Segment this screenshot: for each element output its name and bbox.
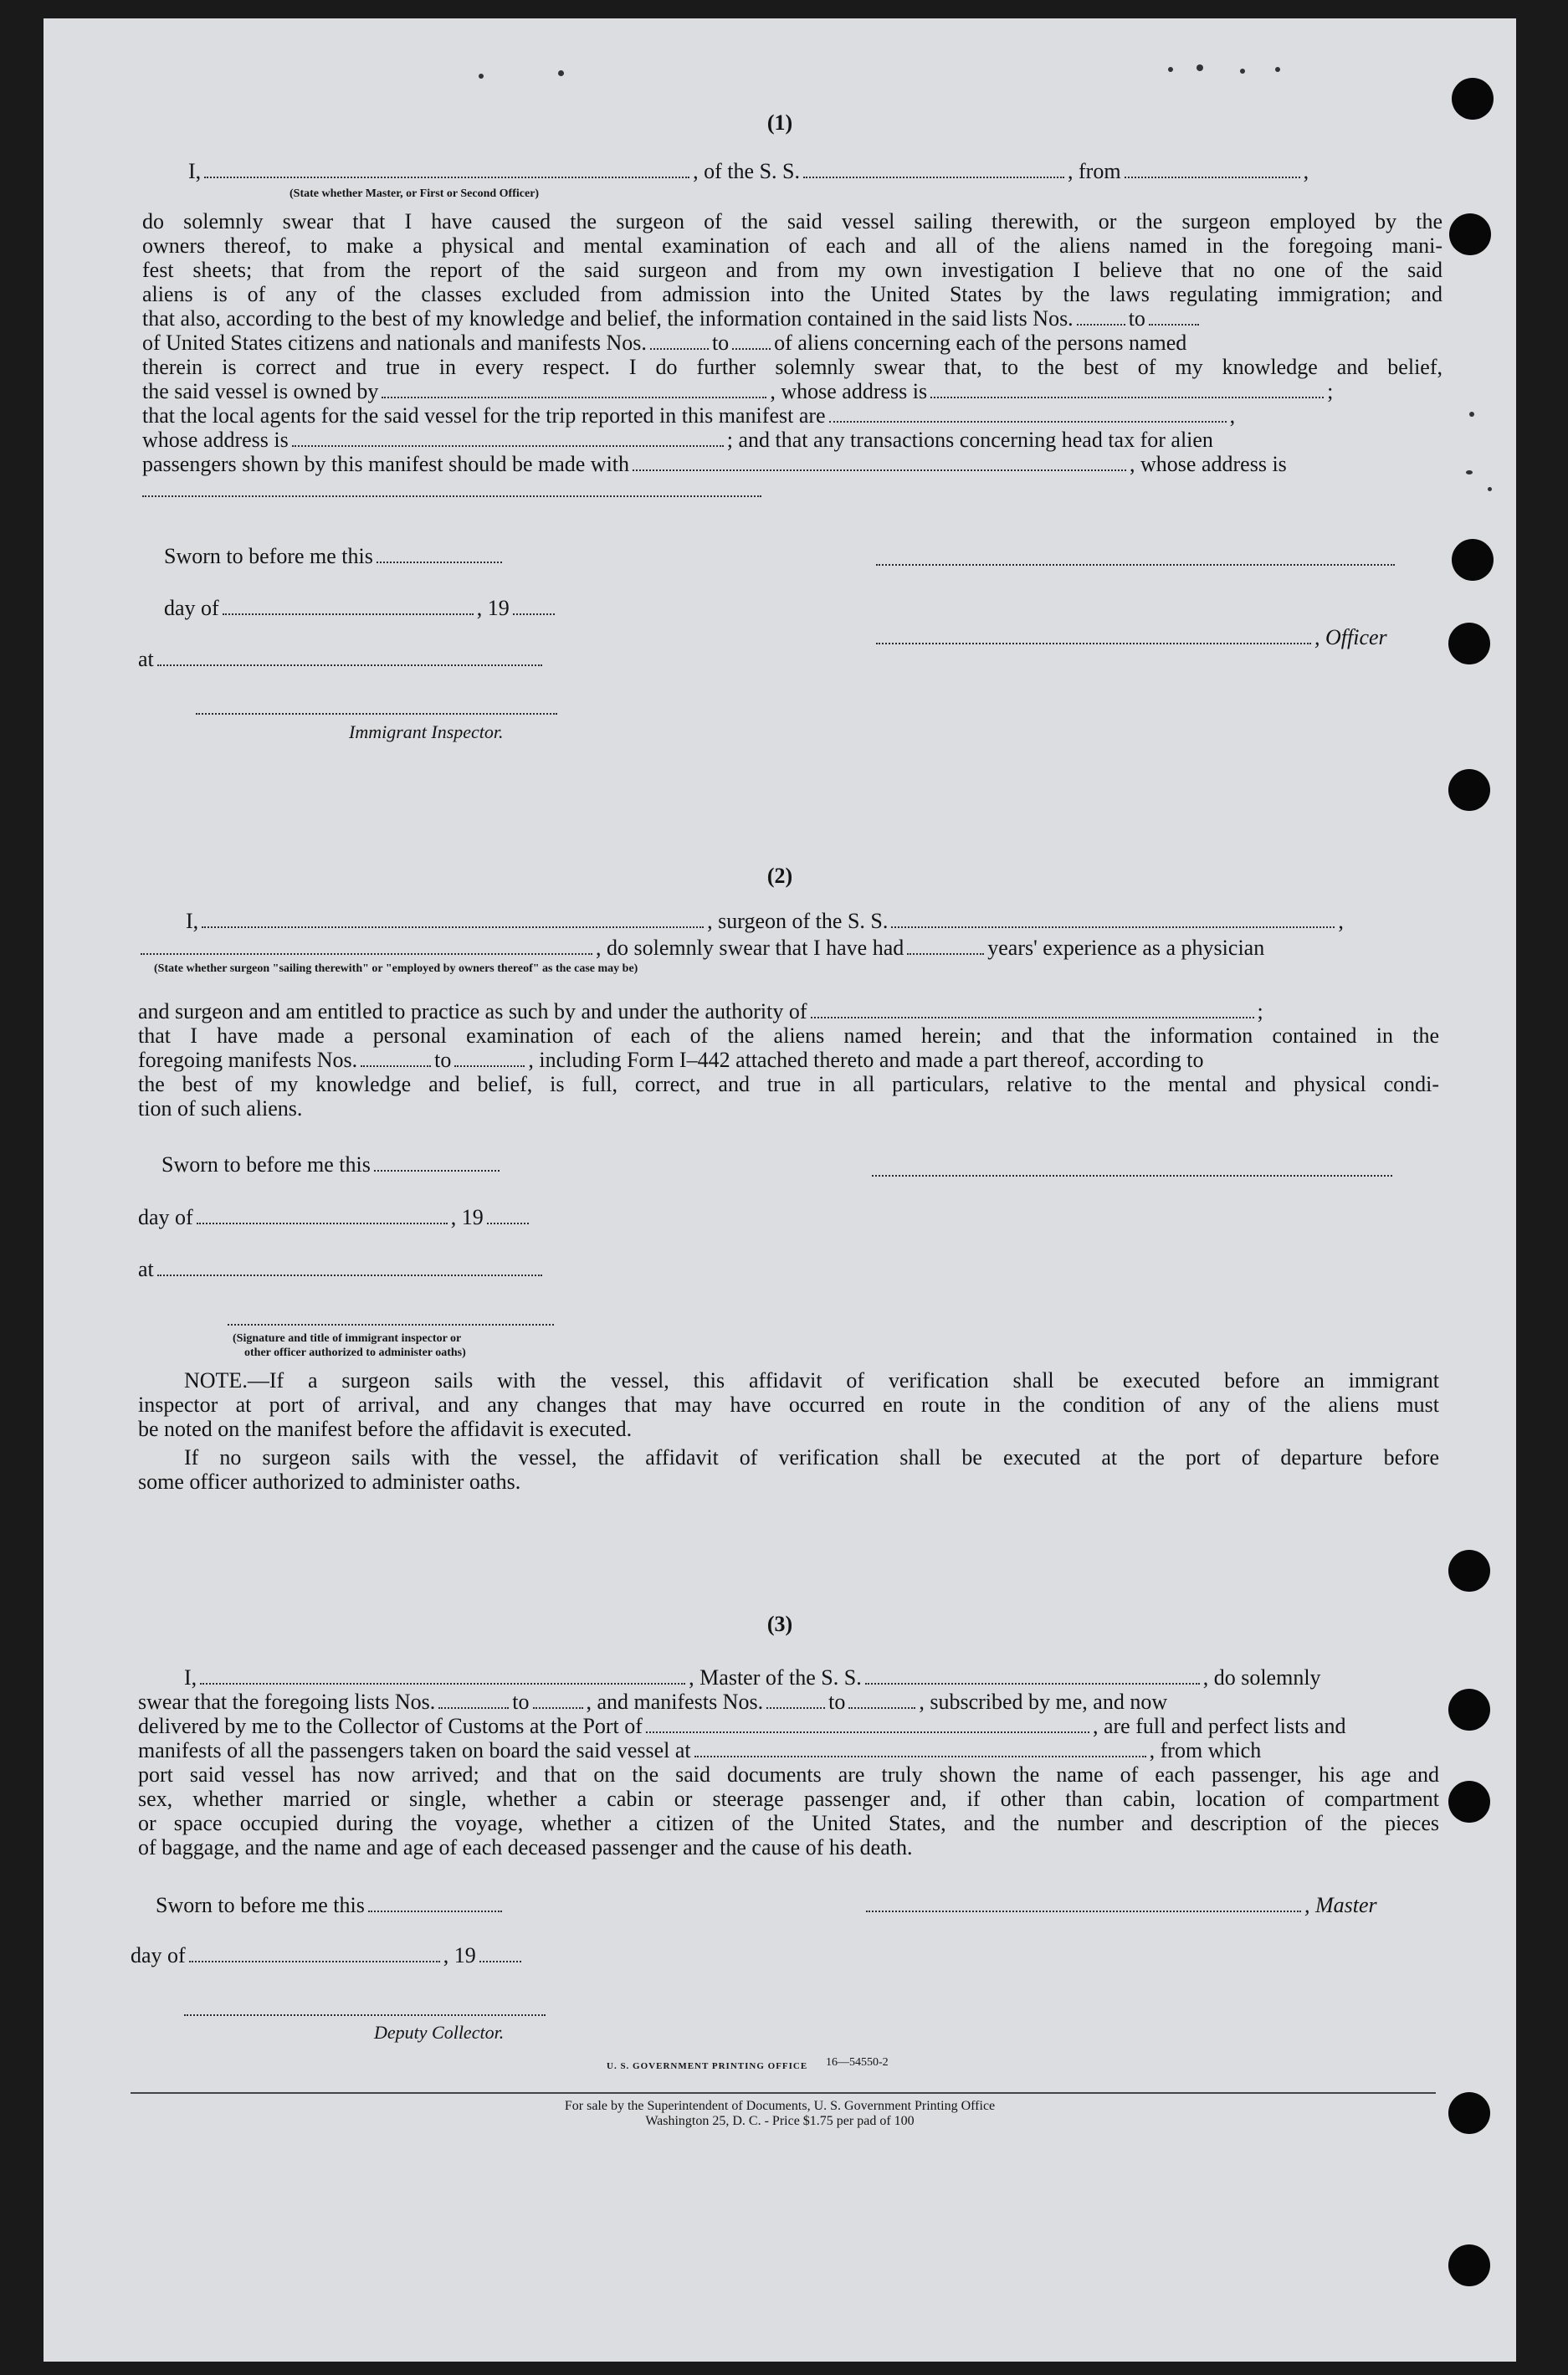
s3-text: , Master of the S. S.: [689, 1665, 862, 1690]
s2-manifests-from-field[interactable]: [361, 1050, 431, 1067]
s1-sworn-date-field[interactable]: [377, 546, 502, 563]
s1-line-14: [142, 452, 1287, 477]
s1-text: of aliens concerning each of the persons named: [774, 331, 1187, 355]
s2-text: and surgeon and am entitled to practice as such by and under the authority of: [138, 999, 807, 1023]
s2-body-line: the best of my knowledge and belief, is full, correct, and true in all particulars, relative to the mental and physical condi-: [138, 1072, 1439, 1096]
sale-notice-1: For sale by the Superintendent of Documents, U. S. Government Printing Office: [564, 2099, 996, 2113]
s2-line-1: [186, 909, 1344, 934]
s1-text: ,: [1229, 403, 1236, 428]
s1-text: that also, according to the best of my knowledge and belief, the information contained in the said lists Nos.: [142, 306, 1074, 331]
master-name-field[interactable]: [200, 1668, 685, 1685]
punch-hole: [1448, 623, 1490, 664]
s1-officer-name-field[interactable]: [876, 628, 1311, 644]
punch-hole: [1449, 213, 1491, 255]
s2-sworn-date-field[interactable]: [374, 1155, 500, 1172]
s2-day-line: [138, 1205, 532, 1230]
s2-text: day of: [138, 1205, 193, 1229]
s1-text: ;: [1327, 379, 1334, 403]
departure-port-field[interactable]: [1125, 162, 1300, 178]
s3-lists-to-field[interactable]: [533, 1692, 583, 1709]
deputy-collector-label: Deputy Collector.: [374, 2022, 505, 2043]
s1-text: I,: [188, 159, 202, 183]
s3-text: day of: [131, 1943, 186, 1967]
punch-hole: [1448, 1689, 1490, 1731]
s1-text: , whose address is: [770, 379, 928, 403]
local-agents-field[interactable]: [829, 406, 1227, 423]
s1-officer-line: [876, 625, 1387, 650]
s2-vessel-field[interactable]: [891, 911, 1335, 928]
s1-line-8: [142, 306, 1202, 331]
s2-text: , do solemnly swear that I have had: [596, 936, 904, 960]
s2-text: years' experience as a physician: [987, 936, 1265, 960]
owner-field[interactable]: [382, 382, 766, 398]
s3-month-field[interactable]: [189, 1946, 440, 1962]
punch-hole: [1448, 769, 1490, 811]
s3-text: I,: [184, 1665, 197, 1690]
s3-text: , 19: [443, 1943, 476, 1967]
s1-sworn-line: [164, 544, 505, 569]
years-experience-field[interactable]: [907, 938, 984, 955]
s2-text: Sworn to before me this: [161, 1152, 371, 1177]
s2-text: foregoing manifests Nos.: [138, 1048, 358, 1072]
s1-text: passengers shown by this manifest should be made with: [142, 452, 630, 476]
officer-rank-field[interactable]: [204, 162, 689, 178]
s2-text: ;: [1257, 999, 1263, 1023]
authority-field[interactable]: [811, 1002, 1254, 1018]
s1-day-line: [164, 596, 558, 621]
s3-master-line: [866, 1893, 1377, 1918]
s3-line-2: [138, 1690, 1167, 1715]
s3-text: delivered by me to the Collector of Customs at the Port of: [138, 1714, 643, 1738]
s3-text: , from which: [1149, 1738, 1262, 1762]
speck: [1240, 69, 1245, 74]
s2-text: , surgeon of the S. S.: [707, 909, 889, 933]
punch-hole: [1448, 1781, 1490, 1823]
s3-year-field[interactable]: [479, 1946, 521, 1962]
s3-text: Sworn to before me this: [156, 1893, 365, 1917]
s2-place-field[interactable]: [157, 1259, 542, 1276]
surgeon-name-field[interactable]: [202, 911, 704, 928]
s3-sworn-date-field[interactable]: [368, 1895, 502, 1912]
punch-hole: [1448, 1550, 1490, 1592]
officer-label: , Officer: [1314, 625, 1387, 649]
s1-text: to: [711, 331, 730, 355]
s2-manifests-to-field[interactable]: [454, 1050, 525, 1067]
s1-place-field[interactable]: [157, 649, 542, 666]
s3-manifests-from-field[interactable]: [766, 1692, 825, 1709]
s1-text: at: [138, 647, 154, 671]
s2-sig-caption-2: other officer authorized to administer oaths): [244, 1347, 466, 1359]
s1-text: Sworn to before me this: [164, 544, 373, 568]
lists-from-field[interactable]: [1077, 309, 1125, 326]
inspector-signature-field[interactable]: [196, 713, 557, 715]
section-3-heading: (3): [766, 1612, 793, 1636]
s1-rank-caption: (State whether Master, or First or Second Officer): [290, 187, 540, 200]
s1-text: ; and that any transactions concerning head tax for alien: [726, 428, 1213, 452]
s1-text: day of: [164, 596, 219, 620]
s1-text: whose address is: [142, 428, 289, 452]
s1-text: , 19: [476, 596, 510, 620]
section-2-heading: (2): [766, 864, 793, 888]
s1-officer-signature-field[interactable]: [876, 564, 1395, 566]
note-line: If no surgeon sails with the vessel, the affidavit of verification shall be executed at the port of departure before: [184, 1445, 1439, 1470]
s3-text: , are full and perfect lists and: [1092, 1714, 1346, 1738]
s1-text: of United States citizens and nationals and manifests Nos.: [142, 331, 647, 355]
s3-body-line: of baggage, and the name and age of each deceased passenger and the cause of his death.: [138, 1835, 913, 1859]
speck: [1168, 67, 1173, 72]
s2-status-caption: (State whether surgeon "sailing therewith" or "employed by owners thereof" as the case may be): [154, 962, 638, 975]
note-line: be noted on the manifest before the affidavit is executed.: [138, 1417, 633, 1441]
master-signature-field[interactable]: [866, 1895, 1301, 1912]
s1-body-line: aliens is of any of the classes excluded from admission into the United States by the laws regulating immigration; and: [142, 282, 1442, 306]
immigrant-inspector-label: Immigrant Inspector.: [349, 721, 504, 742]
s1-year-field[interactable]: [513, 598, 555, 615]
s3-sworn-line: [156, 1893, 505, 1918]
section-1-heading: (1): [766, 110, 793, 135]
s2-text: at: [138, 1257, 154, 1281]
s1-month-field[interactable]: [223, 598, 474, 615]
speck: [558, 70, 564, 76]
s2-year-field[interactable]: [487, 1208, 529, 1224]
note-line: NOTE.—If a surgeon sails with the vessel, this affidavit of verification shall be executed before an immigrant: [184, 1368, 1439, 1393]
s2-text: ,: [1338, 909, 1344, 933]
master-label: , Master: [1304, 1893, 1377, 1917]
s2-sworn-line: [161, 1152, 503, 1177]
owner-address-field[interactable]: [930, 382, 1324, 398]
s1-body-line: owners thereof, to make a physical and mental examination of each and all of the aliens named in the foregoing mani-: [142, 233, 1442, 258]
surgeon-signature-field[interactable]: [872, 1175, 1392, 1177]
customs-port-field[interactable]: [646, 1716, 1089, 1733]
s1-text: , of the S. S.: [693, 159, 801, 183]
s3-lists-from-field[interactable]: [438, 1692, 509, 1709]
collector-signature-field[interactable]: [184, 2014, 546, 2016]
s2-body-line: tion of such aliens.: [138, 1096, 303, 1121]
s1-text: , whose address is: [1130, 452, 1287, 476]
lists-to-field[interactable]: [1149, 309, 1199, 326]
manifests-to-field[interactable]: [732, 333, 771, 350]
s1-line-1: [188, 159, 1309, 184]
punch-hole: [1452, 539, 1494, 581]
boarding-port-field[interactable]: [694, 1741, 1146, 1757]
s1-text: to: [1128, 306, 1145, 331]
s3-text: to: [828, 1690, 846, 1714]
s3-body-line: or space occupied during the voyage, whether a citizen of the United States, and the number and description of the pieces: [138, 1811, 1439, 1835]
punch-hole: [1452, 78, 1494, 120]
s1-line-12: [142, 403, 1235, 428]
s3-body-line: port said vessel has now arrived; and that on the said documents are truly shown the name of each passenger, his age and: [138, 1762, 1439, 1787]
s2-text: , including Form I–442 attached thereto and made a part thereof, according to: [528, 1048, 1204, 1072]
speck: [1488, 487, 1492, 491]
form-number: 16—54550-2: [826, 2056, 889, 2069]
s3-day-line: [131, 1943, 525, 1968]
s3-line-1: [184, 1665, 1321, 1690]
s2-inspector-signature-field[interactable]: [228, 1324, 554, 1326]
speck: [1275, 67, 1280, 72]
s1-body-line: therein is correct and true in every respect. I do further solemnly swear that, to the best of my knowledge and belief,: [142, 355, 1442, 379]
s1-line-11: [142, 379, 1333, 404]
s2-text: to: [434, 1048, 452, 1072]
manifests-from-field[interactable]: [650, 333, 709, 350]
speck: [1466, 470, 1473, 474]
s3-manifests-to-field[interactable]: [848, 1692, 915, 1709]
s3-text: , and manifests Nos.: [586, 1690, 764, 1714]
s3-vessel-field[interactable]: [865, 1668, 1200, 1685]
punch-hole: [1448, 2244, 1490, 2286]
s3-line-3: [138, 1714, 1345, 1739]
s3-text: , subscribed by me, and now: [919, 1690, 1168, 1714]
s1-body-line: fest sheets; that from the report of the said surgeon and from my own investigation I believe that no one of the said: [142, 258, 1442, 282]
s3-text: swear that the foregoing lists Nos.: [138, 1690, 436, 1714]
s3-line-4: [138, 1738, 1261, 1763]
s1-text: ,: [1303, 159, 1309, 183]
s2-at-line: [138, 1257, 546, 1282]
s1-line-13: [142, 428, 1213, 453]
head-tax-contact-field[interactable]: [633, 454, 1126, 471]
surgeon-status-field[interactable]: [141, 938, 592, 955]
s2-month-field[interactable]: [197, 1208, 448, 1224]
gpo-imprint: U. S. GOVERNMENT PRINTING OFFICE: [607, 2061, 808, 2071]
speck: [1196, 64, 1203, 71]
sale-notice-2: Washington 25, D. C. - Price $1.75 per pad of 100: [645, 2114, 915, 2128]
s2-body-line: that I have made a personal examination of each of the aliens named herein; and that the information contained in the: [138, 1023, 1439, 1048]
agents-address-field[interactable]: [292, 430, 724, 447]
s2-sig-caption-1: (Signature and title of immigrant inspector or: [233, 1332, 462, 1345]
punch-hole: [1448, 2092, 1490, 2134]
s3-text: , do solemnly: [1202, 1665, 1321, 1690]
s1-at-line: [138, 647, 546, 672]
speck: [479, 74, 484, 79]
s2-line-5: [138, 1048, 1204, 1073]
s1-text: the said vessel is owned by: [142, 379, 379, 403]
note-line: inspector at port of arrival, and any changes that may have occurred en route in the condition of any of the aliens must: [138, 1393, 1439, 1417]
s1-text: that the local agents for the said vessel for the trip reported in this manifest are: [142, 403, 826, 428]
note-line: some officer authorized to administer oaths.: [138, 1470, 521, 1494]
s3-text: to: [512, 1690, 530, 1714]
s2-line-2: [141, 936, 1264, 961]
head-tax-address-field[interactable]: [142, 495, 761, 497]
s1-line-9: [142, 331, 1186, 356]
form-page: [44, 18, 1516, 2362]
s3-body-line: sex, whether married or single, whether a cabin or steerage passenger and, if other than cabin, location of compartment: [138, 1787, 1439, 1811]
footer-rule: [131, 2092, 1436, 2094]
s1-body-line: do solemnly swear that I have caused the surgeon of the said vessel sailing therewith, or the surgeon employed by the: [142, 209, 1442, 233]
s3-text: manifests of all the passengers taken on board the said vessel at: [138, 1738, 691, 1762]
speck: [1469, 412, 1474, 417]
s2-text: , 19: [450, 1205, 484, 1229]
s1-text: , from: [1068, 159, 1121, 183]
s2-line-3: [138, 999, 1263, 1024]
s2-text: I,: [186, 909, 199, 933]
vessel-name-field[interactable]: [803, 162, 1064, 178]
